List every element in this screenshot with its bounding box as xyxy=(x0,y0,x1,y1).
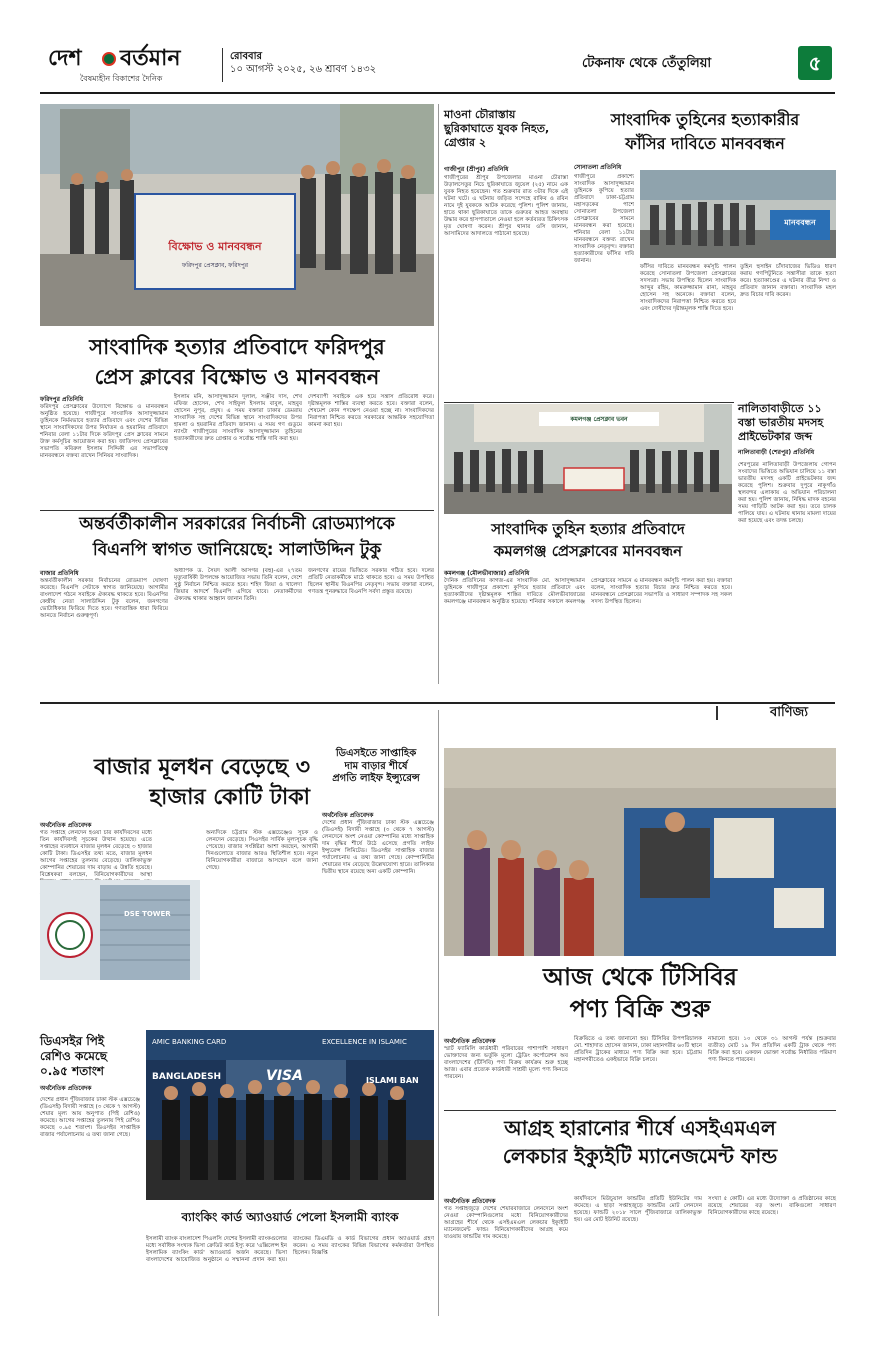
headline-pe-ratio-2: রেশিও কমেছে xyxy=(40,1049,107,1063)
photo-kamalganj-protest xyxy=(444,404,732,514)
banner-sonatala: মানববন্ধন xyxy=(784,218,816,227)
photo-islami-bank-award xyxy=(146,1030,434,1200)
headline-asset-1: আগ্রহ হারানোর শীর্ষে এসইএমএল xyxy=(504,1116,776,1140)
byline-maouna: গাজীপুর (শ্রীপুর) প্রতিনিধি xyxy=(444,166,509,173)
masthead-divider xyxy=(222,48,223,82)
box-smuggling xyxy=(738,402,836,686)
section-slogan: টেকনাফ থেকে তেঁতুলিয়া xyxy=(582,56,712,71)
photo-faridpur-protest xyxy=(40,104,434,326)
banner-faridpur-sub: ফরিদপুর প্রেসক্লাব, ফরিদপুর xyxy=(181,262,249,269)
headline-kamalganj-1: সাংবাদিক তুহিন হত্যার প্রতিবাদে xyxy=(491,520,685,538)
text-tuhin-hanging-col3: তুহিন হুসাইন চাঁদাবাজের ভিডিও ধারণ করায় গণপিটুনিতে সন্ত্রাসীরা তাকে হত্যা করে। হত্যাকাণ্ডের এ ঘটনার তীব্র নিন্দা ও প্রতিবাদ জানান বক্তারা। সাংবাদিক মহল দ্রুত বিচার দাবি করেন। xyxy=(740,264,836,298)
text-maouna: গাজীপুরের শ্রীপুর উপজেলার মাওনা চৌরাস্তা উড়ালসেতুর নিচে ছুরিকাঘাতে জুয়েল (২৫) নামে এক যুবক নিহত হয়েছেন। গত শুক্রবার রাত ৩টার দিকে এই ঘটনা ঘটে। এ ঘটনায় জড়িত সন্দেহে রাকিব ও রবিন নামে দুই যুবককে আটক করেছে পুলিশ। পুলিশ জানায়, হাতে থাকা ছুরিকাঘাতে তাকে গুরুতর আহত অবস্থায় উদ্ধার করে হাসপাতালে নেওয়া হলে কর্তব্যরত চিকিৎসক মৃত ঘোষণা করেন। শ্রীপুর থানার ওসি জানান, আসামিদের আদালতে পাঠানো হয়েছে। xyxy=(444,175,568,237)
byline-market-cap: অর্থনৈতিক প্রতিবেদক xyxy=(40,822,92,829)
text-asset-col2: কার্যদিবসে মিউচুয়াল ফান্ডটির প্রতিটি ইউনিটের দাম কমেছে। এ ছাড়া সপ্তাহজুড়ে ফান্ডটির মোট লেনদেন হয়েছে। ফান্ডটি ২০১৮ সালে পুঁজিবাজারে তালিকাভুক্ত হয়। এর মোট ইউনিট রয়েছে। xyxy=(574,1196,702,1223)
headline-dse-pe-2: দাম বাড়ার শীর্ষে xyxy=(344,760,408,772)
byline-dse-pe: অর্থনৈতিক প্রতিবেদক xyxy=(322,812,374,819)
rule-asset-top xyxy=(444,1110,836,1111)
text-pe-ratio: দেশের প্রধান পুঁজিবাজার ঢাকা স্টক এক্সচেঞ্জে (ডিএসই) বিদায়ী সপ্তাহে (৩ থেকে ৭ আগস্ট) শেয়ার মূল্য আয় অনুপাত (পিই রেশিও) কমেছে। আগের সপ্তাহের তুলনায় পিই রেশিও কমেছে ০.৯৫ শতাংশ। ডিএসইর সাপ্তাহিক বাজার পর্যালোচনায় এ তথ্য জানা গেছে। xyxy=(40,1097,140,1138)
text-market-cap-2: অন্যদিকে চট্টগ্রাম স্টক এক্সচেঞ্জেও সূচক ও লেনদেন বেড়েছে। সিএসইর সার্বিক মূল্যসূচক বৃদ্ধি পেয়েছে। বাজার সংশ্লিষ্টরা আশা করছেন, আগামী দিনগুলোতে বাজার আরও স্থিতিশীল হবে। নতুন বিনিয়োগকারীরা বাজারে আসছেন বলে জানা গেছে। xyxy=(206,830,318,871)
text-bnp-col1: অন্তর্বর্তীকালীন সরকার নির্বাচনের রোডম্যাপ ঘোষণা করেছে। বিএনপি সেটাকে স্বাগত জানিয়েছে। আগামীর বাংলাদেশ গঠনে সবাইকে ঐক্যবদ্ধ থাকতে হবে। বিএনপির কেন্দ্রীয় নেতা সালাউদ্দিন টুকু বলেন, জনগণের ভোটাধিকার ফিরিয়ে দিতে হবে। গণতান্ত্রিক ধারা ফিরিয়ে আনতে নির্বাচন গুরুত্বপূর্ণ। xyxy=(40,578,168,619)
headline-bnp-1: অন্তর্বর্তীকালীন সরকারের নির্বাচনী রোডম্যাপকে xyxy=(79,514,395,534)
text-smuggling: শেরপুরের নালিতাবাড়ী উপজেলায় গোপন সংবাদের ভিত্তিতে অভিযান চালিয়ে ১১ বস্তা ভারতীয় মদসহ একটি প্রাইভেটকার জব্দ করেছে পুলিশ। শুক্রবার দুপুরে নাকুগাঁও স্থলবন্দর এলাকায় এ অভিযান পরিচালনা করা হয়। পুলিশ জানায়, নিষিদ্ধ মাদক বহনের সময় গাড়িটি আটক করা হয়। তবে চালক পালিয়ে যায়। এ ঘটনায় থানায় মামলা দায়ের করা হয়েছে এবং তদন্ত চলছে। xyxy=(738,462,836,525)
banner-bangladesh: BANGLADESH xyxy=(152,1072,222,1082)
photo-dse-graphic xyxy=(40,880,200,980)
col-divider-top xyxy=(438,104,439,684)
photo-tcb-graphic xyxy=(444,748,836,956)
byline-tuhin-hanging: সোনাতলা প্রতিনিধি xyxy=(574,164,622,171)
page-number: ৫ xyxy=(798,46,832,80)
section-business-marker xyxy=(716,706,718,720)
masthead xyxy=(40,42,835,88)
headline-islami-bank: ব্যাংকিং কার্ড অ্যাওয়ার্ড পেলো ইসলামী ব্যাংক xyxy=(181,1210,399,1224)
headline-smuggling: নালিতাবাড়ীতে ১১ বস্তা ভারতীয় মদসহ প্রাইভেটকার জব্দ xyxy=(738,402,824,443)
text-faridpur-col3: দেশব্যাপী সবাইকে এক হয়ে সন্ত্রাস প্রতিরোধ করে। দৃষ্টান্তমূলক শাস্তির ব্যবস্থা করতে হবে। বক্তারা বলেন, শেষমেশ কোন পদক্ষেপ নেওয়া হচ্ছে না। সাংবাদিকদের নিরাপত্তা নিশ্চিত করতে সরকারের আন্তরিক সহযোগিতা কামনা করা হয়। xyxy=(308,394,434,428)
day-label: রোববার xyxy=(230,51,262,62)
banner-islami-ban: ISLAMI BAN xyxy=(366,1076,419,1085)
headline-tcb-2: পণ্য বিক্রি শুরু xyxy=(569,995,711,1023)
byline-pe-ratio: অর্থনৈতিক প্রতিবেদক xyxy=(40,1085,92,1092)
banner-amic: AMIC BANKING CARD xyxy=(152,1038,227,1046)
text-tcb-col1: স্মার্ট ফ্যামিলি কার্ডধারী পরিবারের পাশাপাশি সাধারণ ভোক্তাদের জন্য ভর্তুকি মূল্যে ট্রেডিং কর্পোরেশন অব বাংলাদেশের (টিসিবি) পণ্য বিক্রয় কার্যক্রম শুরু হচ্ছে আজ। এবার প্রত্যেক কার্ডধারী সাশ্রয়ী মূল্যে পণ্য কিনতে পারবেন। xyxy=(444,1046,568,1080)
section-business-label: বাণিজ্য xyxy=(770,705,808,720)
headline-asset-2: লেকচার ইক্যুইটি ম্যানেজমেন্ট ফান্ড xyxy=(502,1144,778,1168)
logo-mark xyxy=(102,52,116,66)
headline-market-cap-1: বাজার মূলধন বেড়েছে ৩ xyxy=(93,755,310,780)
photo-faridpur-graphic xyxy=(40,104,434,326)
text-tcb-col3: নামানো হবে। ১০ থেকে ৩১ আগস্ট পর্যন্ত (শুক্রবার ব্যতীত) মোট ১৯ দিন প্রতিদিন একটি ট্রাক থেকে পণ্য বিক্রি করা হবে। একজন ভোক্তা সর্বোচ্চ নির্ধারিত পরিমাণ পণ্য কিনতে পারবেন। xyxy=(708,1036,836,1063)
headline-tuhin-hanging-1: সাংবাদিক তুহিনের হত্যাকারীর xyxy=(610,110,800,129)
byline-asset: অর্থনৈতিক প্রতিবেদক xyxy=(444,1198,496,1205)
logo xyxy=(40,46,215,86)
text-bnp-col2: অধ্যাপক ড. সৈয়দ আলী আসগর (বহু)-এর ২৭তম মৃত্যুবার্ষিকী উপলক্ষে আয়োজিত সভায় তিনি বলেন, দেশে সুষ্ঠু নির্বাচন নিশ্চিত করতে হবে। শহিদ জিয়া ও খালেদা জিয়ার আদর্শে বিএনপি এগিয়ে যাবে। নেতাকর্মীদের ঐক্যবদ্ধ থাকার আহ্বান জানান তিনি। xyxy=(174,568,302,602)
rule-faridpur-bottom xyxy=(40,510,434,511)
headline-market-cap-2: হাজার কোটি টাকা xyxy=(149,785,310,810)
headline-faridpur-1: সাংবাদিক হত্যার প্রতিবাদে ফরিদপুর xyxy=(89,335,385,359)
photo-sonatala-graphic xyxy=(640,170,836,258)
text-asset-col3: সংখ্যা ৫ কোটি। এর মধ্যে উদ্যোক্তা ও প্রতিষ্ঠানের কাছে রয়েছে শেয়ারের বড় অংশ। বাকিগুলো সাধারণ বিনিয়োগকারীদের কাছে রয়েছে। xyxy=(708,1196,836,1216)
rule-kamalganj-top xyxy=(444,402,734,403)
headline-dse-pe-3: প্রগতি লাইফ ইন্স্যুরেন্স xyxy=(332,773,420,784)
col-divider-bottom xyxy=(438,710,439,1316)
date-label: ১০ আগস্ট ২০২৫, ২৬ শ্রাবণ ১৪৩২ xyxy=(230,64,377,75)
text-kamalganj: দৈনিক প্রতিদিনের কাগজ-এর সাংবাদিক মো. আসাদুজ্জামান তুহিনকে গাজীপুরে প্রকাশ্যে কুপিয়ে হত্যার প্রতিবাদে এবং হত্যাকারীদের দৃষ্টান্তমূলক শাস্তির দাবিতে মৌলভীবাজারের কমলগঞ্জে মানববন্ধন অনুষ্ঠিত হয়েছে। শনিবার সকালে কমলগঞ্জ প্রেসক্লাবের সামনে এ মানববন্ধন কর্মসূচি পালন করা হয়। বক্তারা বলেন, সাংবাদিক হত্যার বিচার দ্রুত নিশ্চিত করতে হবে। মানববন্ধনে প্রেসক্লাবের সভাপতি ও সাধারণ সম্পাদক সহ সকল সদস্য উপস্থিত ছিলেন। xyxy=(444,578,732,605)
text-market-cap-1: গত সপ্তাহে লেনদেন হওয়া চার কার্যদিবসের মধ্যে তিন কার্যদিবসই সূচকের উত্থান হয়েছে। এতে সপ্তাহের ব্যবধানে বাজার মূলধন বেড়েছে ৩ হাজার কোটি টাকা। ডিএসইর তথ্য মতে, বাজার মূলধন আগের সপ্তাহের তুলনায় বেড়েছে। তালিকাভুক্ত কোম্পানির শেয়ারের দাম বাড়ায় এ উন্নতি হয়েছে। বিশ্লেষকরা বলছেন, বিনিয়োগকারীদের আস্থা xyxy=(40,830,152,878)
photo-dse-tower xyxy=(40,880,200,980)
tagline: বৈষম্যহীন বিকাশের দৈনিক xyxy=(80,74,163,83)
text-faridpur-col2: ইসলাম মনি, আসাদুজ্জামান দুলাল, সঞ্জীব দাস, শেখ মফিজ হোসেন, শেখ সাইফুল ইসলাম বাবুল, মাহবুব হোসেন নুপূর, প্রমুখ। এ সময় বক্তারা ঢাকার ডেমরায় সাংবাদিক সহ দেশের বিভিন্ন স্থানে সাংবাদিকদের উপর হামলা ও হয়রানির প্রতিবাদ জানান। এ সময় গণ গুডুমে ন্যাংটা গাজীপুরের সাংবাদিক আসাদুজ্জামান তুহিনের হত্যাকারীদের দ্রুত গ্রেপ্তার ও সর্বোচ্চ শাস্তি দাবি করা হয়। xyxy=(174,394,302,442)
dateline xyxy=(230,50,490,76)
photo-islami-graphic xyxy=(146,1030,434,1200)
headline-faridpur-2: প্রেস ক্লাবের বিক্ষোভ ও মানববন্ধন xyxy=(94,365,380,389)
kamalganj-building-sign: কমলগঞ্জ প্রেসক্লাব ভবন xyxy=(570,416,628,423)
rule-business xyxy=(40,702,835,704)
text-islami-bank: ইসলামী ব্যাংক বাংলাদেশ পিএলসি দেশের ইসলামী ব্যাংকগুলোর মধ্যে সর্বাধিক সংখ্যক ভিসা ক্রেডিট কার্ড ইস্যু করে 'এক্সিলেন্স ইন ইসলামিক ব্যাংকিং কার্ড' অ্যাওয়ার্ড অর্জন করেছে। ভিসা বাংলাদেশের আয়োজিত অনুষ্ঠানে এ সম্মাননা প্রদান করা হয়। ব্যাংকের ডিএমডি ও কার্ড বিভাগের প্রধান অ্যাওয়ার্ড গ্রহণ করেন। এ সময় ব্যাংকের বিভিন্ন বিভাগের কর্মকর্তারা উপস্থিত ছিলেন। বিজ্ঞপ্তি xyxy=(146,1236,434,1263)
byline-smuggling: নালিতাবাড়ী (শেরপুর) প্রতিনিধি xyxy=(738,449,815,457)
logo-text-right: বর্তমান xyxy=(120,46,181,71)
dse-building-label: DSE TOWER xyxy=(124,910,171,918)
box-pe-ratio xyxy=(40,1034,140,1297)
text-faridpur-col1: ফরিদপুর প্রেসক্লাবের উদ্যোগে বিক্ষোভ ও মানববন্ধন অনুষ্ঠিত হয়েছে। গাজীপুরে সাংবাদিক আসাদুজ্জামান তুহিনকে নির্মমভাবে হত্যার প্রতিবাদে এবং দেশের বিভিন্ন স্থানে সাংবাদিকদের উপর নির্যাতন ও হয়রানির প্রতিবাদে শনিবার বেলা ১১টার দিকে ফরিদপুর প্রেস ক্লাবের সামনে উক্ত কর্মসূচির আয়োজন করা হয়। জাতিসংঘ প্রেসক্লাবের সভাপতি কবিরুল ইসলাম সিদ্দিকী এর সভাপতিত্বে মানববন্ধনে বক্তব্য রাখেন সিনিয়র সাংবাদিক। xyxy=(40,404,168,459)
byline-bnp: বাজার প্রতিনিধি xyxy=(40,570,79,577)
byline-tcb: অর্থনৈতিক প্রতিবেদক xyxy=(444,1038,496,1045)
headline-pe-ratio-3: ০.৯৫ শতাংশ xyxy=(40,1064,104,1078)
byline-faridpur: ফরিদপুর প্রতিনিধি xyxy=(40,396,84,403)
byline-kamalganj: কমলগঞ্জ (মৌলভীবাজার) প্রতিনিধি xyxy=(444,570,530,577)
text-tuhin-hanging-col2: ফাঁসির দাবিতে মানববন্ধন কর্মসূচি পালন করেছে সোনাতলা উপজেলা প্রেসক্লাবের সদস্যরা। সভায় উপস্থিত ছিলেন সাংবাদিক আব্দুর রহিম, কামরুজ্জামান রানা, মাহবুব হোসেন সহ অনেকে। বক্তারা বলেন, সাংবাদিকদের নিরাপত্তা নিশ্চিত করতে হবে এবং দোষীদের দৃষ্টান্তমূলক শাস্তি দিতে হবে। xyxy=(640,264,736,312)
headline-maouna: মাওনা চৌরাস্তায় ছুরিকাঘাতে যুবক নিহত, গ্রেপ্তার ২ xyxy=(444,108,550,149)
text-tuhin-hanging-col1: গাজীপুরে প্রকাশ্যে সাংবাদিক আসাদুজ্জামান তুহিনকে কুপিয়ে হত্যার প্রতিবাদে ঢাকা-চট্টগ্রাম মহাসড়কের পাশে সোনাতলা উপজেলা প্রেসক্লাবের সামনে মানববন্ধন করা হয়েছে। শনিবার বেলা ১১টায় মানববন্ধনে বক্তব্য রাখেন সাংবাদিক নেতৃবৃন্দ। বক্তারা হত্যাকারীদের ফাঁসির দাবি জানান। xyxy=(574,174,634,264)
headline-kamalganj-2: কমলগঞ্জ প্রেসক্লাবের মানববন্ধন xyxy=(493,542,683,560)
headline-pe-ratio-1: ডিএসইর পিই xyxy=(40,1034,105,1048)
text-dse-pe: দেশের প্রধান পুঁজিবাজার ঢাকা স্টক এক্সচেঞ্জে (ডিএসই) বিদায়ী সপ্তাহে (৩ থেকে ৭ আগস্ট) লেনদেনে অংশ নেওয়া কোম্পানির মধ্যে সাপ্তাহিক দাম বৃদ্ধির শীর্ষে উঠে এসেছে প্রগতি লাইফ ইন্স্যুরেন্স লিমিটেড। ডিএসইর সাপ্তাহিক বাজার পর্যালোচনায় এ তথ্য জানা গেছে। কোম্পানিটির শেয়ারের দাম বেড়েছে উল্লেখযোগ্য হারে। তালিকার দ্বিতীয় স্থানে রয়েছে অন্য একটি কোম্পানি। xyxy=(322,820,434,875)
banner-visa: VISA xyxy=(266,1068,303,1084)
headline-tuhin-hanging-2: ফাঁসির দাবিতে মানববন্ধন xyxy=(625,134,785,153)
masthead-rule xyxy=(40,92,835,94)
photo-tcb-truck xyxy=(444,748,836,956)
logo-text-left: দেশ xyxy=(48,46,82,71)
photo-sonatala-protest xyxy=(640,170,836,258)
text-asset-col1: গত সপ্তাহজুড়ে দেশের শেয়ারবাজারে লেনদেনে অংশ নেওয়া কোম্পানিগুলোর মধ্যে বিনিয়োগকারীদের আগ্রহের শীর্ষে থেকে এসইএমএল লেকচার ইক্যুইটি ম্যানেজমেন্ট ফান্ড। বিনিয়োগকারীদের আগ্রহ কমে যাওয়ায় ফান্ডটির দাম কমেছে। xyxy=(444,1206,568,1240)
banner-excellence: EXCELLENCE IN ISLAMIC xyxy=(322,1038,407,1046)
text-bnp-col3: জনগণের রায়ের ভিত্তিতে সরকার গঠিত হবে। দলের প্রতিটি নেতাকর্মীকে মাঠে থাকতে হবে। এ সময় উপস্থিত ছিলেন স্থানীয় বিএনপির নেতৃবৃন্দ। সভায় বক্তারা বলেন, গণতন্ত্র পুনরুদ্ধারে বিএনপি সর্বদা প্রস্তুত রয়েছে। xyxy=(308,568,434,595)
headline-tcb-1: আজ থেকে টিসিবির xyxy=(543,963,737,991)
headline-dse-pe-1: ডিএসইতে সাপ্তাহিক xyxy=(335,748,417,759)
box-dse-pe xyxy=(320,748,432,786)
headline-bnp-2: বিএনপি স্বাগত জানিয়েছে: সালাউদ্দিন টুকু xyxy=(92,540,382,560)
banner-faridpur-title: বিক্ষোভ ও মানববন্ধন xyxy=(168,240,262,253)
text-tcb-col2: বিক্রয়িতে এ তথ্য জানানো হয়। টিসিবির উপপরিচালক মো. শাহাদাত হোসেন জানান, ঢাকা মহানগরীর ৬০টি স্থানে প্রতিদিন ট্রাকের মাধ্যমে পণ্য বিক্রি করা হবে। চট্টগ্রাম মহানগরীতেও একইভাবে বিক্রি চলবে। xyxy=(574,1036,702,1063)
